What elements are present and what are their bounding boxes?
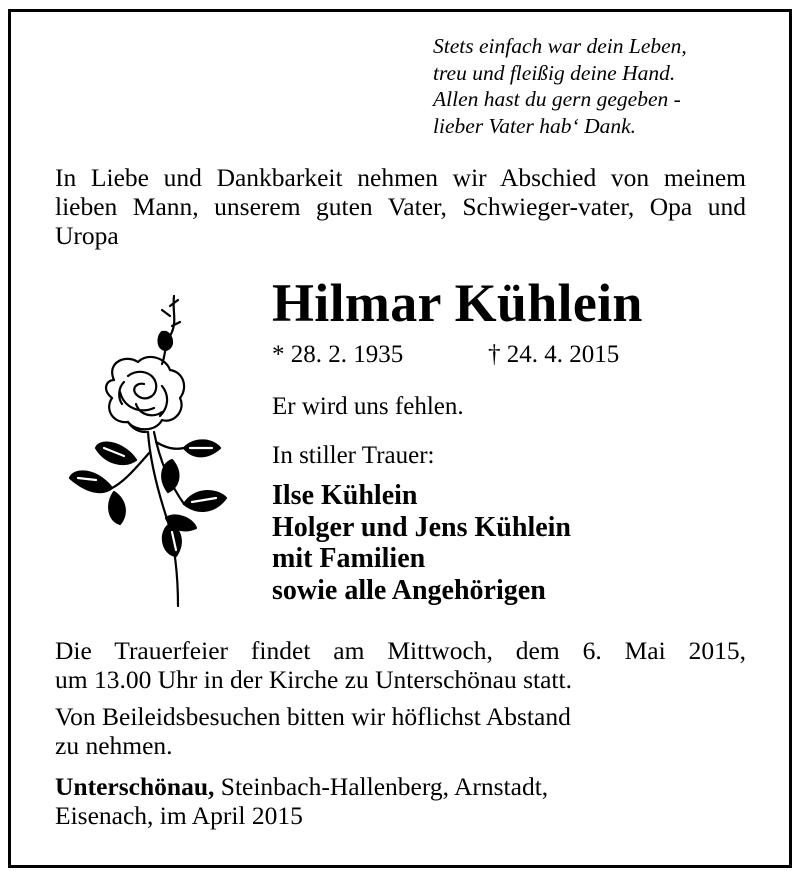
verse-line: lieber Vater hab‘ Dank.	[433, 113, 637, 138]
place-bold: Unterschönau,	[55, 772, 215, 801]
family-member: sowie alle Angehörigen	[272, 574, 546, 606]
death-date: † 24. 4. 2015	[488, 341, 620, 368]
memorial-verse	[433, 33, 687, 139]
verse-line: Stets einfach war dein Leben,	[433, 34, 687, 58]
verse-line: Allen hast du gern gegeben -	[433, 87, 681, 111]
funeral-line: Die Trauerfeier findet am Mittwoch, dem 6. Mai 2015,	[55, 636, 746, 665]
intro-text	[55, 163, 746, 250]
place-line	[55, 772, 548, 801]
verse-line: treu und fleißig deine Hand.	[433, 60, 676, 85]
place-line: Eisenach, im April 2015	[55, 801, 303, 830]
birth-date: * 28. 2. 1935	[272, 341, 404, 368]
mourning-label: In stiller Trauer:	[272, 442, 435, 469]
family-member: Holger und Jens Kühlein	[272, 511, 572, 543]
family-member: mit Familien	[272, 543, 426, 574]
place-rest: Steinbach-Hallenberg, Arnstadt,	[214, 772, 549, 801]
condolence-note	[55, 702, 571, 760]
intro-paragraph: In Liebe und Dankbarkeit nehmen wir Abschied von meinem lieben Mann, unserem guten Vater, Schwieger-vater, Opa und Uropa	[55, 163, 746, 250]
farewell-message: Er wird uns fehlen.	[272, 393, 464, 420]
deceased-name: Hilmar Kühlein	[272, 273, 643, 333]
rose-icon	[66, 292, 236, 612]
condolence-line: zu nehmen.	[55, 731, 173, 760]
place-date	[55, 772, 548, 830]
family-list	[272, 480, 571, 606]
family-member: Ilse Kühlein	[272, 480, 418, 511]
funeral-line: um 13.00 Uhr in der Kirche zu Unterschönau statt.	[55, 665, 572, 694]
condolence-line: Von Beileidsbesuchen bitten wir höflichst Abstand	[55, 702, 571, 731]
funeral-info	[55, 636, 746, 694]
